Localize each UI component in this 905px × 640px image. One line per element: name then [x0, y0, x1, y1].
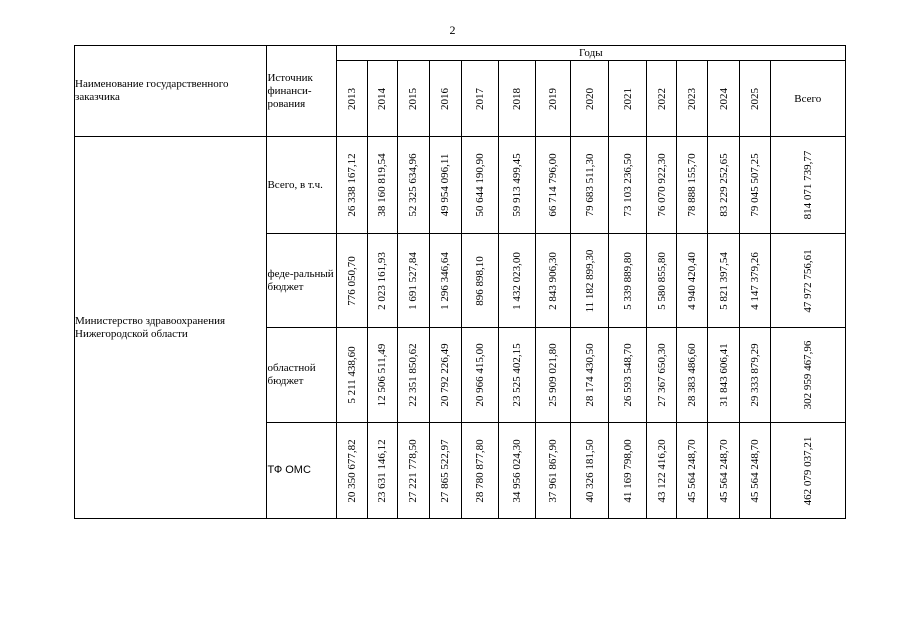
header-years-group: Годы — [336, 46, 845, 61]
header-year-label: 2022 — [655, 87, 668, 110]
header-year — [677, 61, 708, 137]
value-cell — [739, 328, 770, 423]
value-cell — [536, 423, 571, 519]
value-text: 12 506 511,49 — [376, 343, 389, 407]
value-text: 2 023 161,93 — [376, 251, 389, 310]
total-cell — [770, 234, 845, 328]
value-text: 73 103 236,50 — [621, 153, 634, 217]
header-year-label: 2013 — [345, 87, 358, 110]
value-cell — [609, 234, 647, 328]
header-year-label: 2023 — [686, 87, 699, 110]
value-cell — [609, 328, 647, 423]
value-cell — [367, 328, 397, 423]
value-cell — [367, 423, 397, 519]
value-text: 26 338 167,12 — [345, 153, 358, 217]
value-text: 34 956 024,30 — [511, 438, 524, 503]
value-cell — [647, 328, 677, 423]
value-cell — [499, 234, 536, 328]
value-text: 1 432 023,00 — [511, 251, 524, 310]
total-cell — [770, 137, 845, 234]
value-cell — [429, 137, 461, 234]
customer-name: Министерство здравоохранения Нижегородской области — [75, 137, 267, 519]
value-cell — [647, 234, 677, 328]
value-cell — [336, 328, 367, 423]
value-text: 4 147 379,26 — [748, 251, 761, 310]
value-text: 1 296 346,64 — [439, 251, 452, 310]
funding-source: Всего, в т.ч. — [267, 137, 336, 234]
total-text: 47 972 756,61 — [801, 248, 814, 313]
header-year — [708, 61, 739, 137]
value-cell — [429, 234, 461, 328]
value-cell — [461, 328, 498, 423]
value-text: 896 898,10 — [473, 255, 486, 306]
value-cell — [397, 423, 429, 519]
header-total: Всего — [770, 61, 845, 137]
value-text: 76 070 922,30 — [655, 153, 668, 217]
value-text: 79 683 511,30 — [583, 153, 596, 217]
value-cell — [461, 423, 498, 519]
value-cell — [708, 137, 739, 234]
value-cell — [739, 423, 770, 519]
value-cell — [367, 234, 397, 328]
value-cell — [708, 234, 739, 328]
value-text: 45 564 248,70 — [686, 438, 699, 503]
value-cell — [397, 234, 429, 328]
header-year — [397, 61, 429, 137]
value-cell — [536, 234, 571, 328]
value-cell — [367, 137, 397, 234]
value-text: 38 160 819,54 — [376, 153, 389, 217]
value-text: 66 714 796,00 — [547, 153, 560, 217]
header-year — [609, 61, 647, 137]
value-cell — [708, 423, 739, 519]
value-cell — [677, 328, 708, 423]
value-text: 52 325 634,96 — [407, 153, 420, 217]
value-text: 5 339 889,80 — [621, 251, 634, 310]
value-cell — [571, 137, 609, 234]
value-text: 5 211 438,60 — [345, 346, 358, 404]
value-text: 5 821 397,54 — [717, 251, 730, 310]
header-year-label: 2020 — [583, 87, 596, 110]
value-text: 37 961 867,90 — [547, 438, 560, 503]
value-cell — [499, 423, 536, 519]
value-text: 28 383 486,60 — [686, 343, 699, 407]
value-text: 27 221 778,50 — [407, 438, 420, 503]
value-text: 2 843 906,30 — [547, 251, 560, 310]
total-cell — [770, 423, 845, 519]
value-text: 41 169 798,00 — [621, 438, 634, 503]
value-text: 20 350 677,82 — [345, 438, 358, 503]
value-text: 29 333 879,29 — [748, 343, 761, 407]
total-text: 302 959 467,96 — [801, 340, 814, 410]
value-text: 28 174 430,50 — [583, 343, 596, 407]
header-source: Источник финанси-рования — [267, 46, 336, 137]
value-cell — [647, 137, 677, 234]
table-row — [75, 137, 846, 234]
header-year-label: 2019 — [547, 87, 560, 110]
value-text: 23 525 402,15 — [511, 343, 524, 407]
value-text: 79 045 507,25 — [748, 153, 761, 217]
funding-source: областной бюджет — [267, 328, 336, 423]
header-year — [739, 61, 770, 137]
value-text: 22 351 850,62 — [407, 343, 420, 407]
value-text: 27 865 522,97 — [439, 438, 452, 503]
value-text: 78 888 155,70 — [686, 153, 699, 217]
value-cell — [397, 328, 429, 423]
value-text: 28 780 877,80 — [473, 438, 486, 503]
value-text: 25 909 021,80 — [547, 343, 560, 407]
value-cell — [647, 423, 677, 519]
value-text: 776 050,70 — [345, 255, 358, 306]
header-year-label: 2014 — [376, 87, 389, 110]
header-year-label: 2024 — [717, 87, 730, 110]
funding-table — [74, 45, 846, 519]
header-year-label: 2017 — [473, 87, 486, 110]
value-cell — [708, 328, 739, 423]
value-text: 83 229 252,65 — [717, 153, 730, 217]
value-cell — [461, 234, 498, 328]
value-cell — [336, 137, 367, 234]
header-year-label: 2018 — [511, 87, 524, 110]
value-cell — [739, 234, 770, 328]
header-customer: Наименование государственного заказчика — [75, 46, 267, 137]
value-cell — [609, 423, 647, 519]
header-year — [571, 61, 609, 137]
header-year — [429, 61, 461, 137]
value-cell — [571, 234, 609, 328]
value-cell — [677, 423, 708, 519]
value-cell — [536, 328, 571, 423]
value-text: 49 954 096,11 — [439, 153, 452, 217]
value-cell — [336, 234, 367, 328]
value-text: 27 367 650,30 — [655, 343, 668, 407]
value-cell — [571, 328, 609, 423]
header-year — [647, 61, 677, 137]
value-text: 40 326 181,50 — [583, 438, 596, 503]
value-cell — [536, 137, 571, 234]
value-cell — [499, 137, 536, 234]
value-cell — [397, 137, 429, 234]
header-year — [499, 61, 536, 137]
header-year — [536, 61, 571, 137]
value-text: 31 843 606,41 — [717, 343, 730, 407]
value-cell — [336, 423, 367, 519]
value-text: 50 644 190,90 — [473, 153, 486, 217]
value-cell — [739, 137, 770, 234]
header-year — [367, 61, 397, 137]
value-cell — [609, 137, 647, 234]
value-cell — [499, 328, 536, 423]
value-cell — [429, 328, 461, 423]
value-cell — [677, 234, 708, 328]
header-year-label: 2025 — [748, 87, 761, 110]
value-text: 59 913 499,45 — [511, 153, 524, 217]
funding-source: феде-ральный бюджет — [267, 234, 336, 328]
value-text: 43 122 416,20 — [655, 438, 668, 503]
value-text: 11 182 899,30 — [583, 249, 596, 312]
total-text: 814 071 739,77 — [801, 150, 814, 220]
value-text: 23 631 146,12 — [376, 438, 389, 503]
value-text: 20 792 226,49 — [439, 343, 452, 407]
header-year-label: 2016 — [439, 87, 452, 110]
header-year-label: 2015 — [407, 87, 420, 110]
total-text: 462 079 037,21 — [801, 436, 814, 505]
value-text: 45 564 248,70 — [748, 438, 761, 503]
funding-source: ТФ ОМС — [267, 423, 336, 519]
total-cell — [770, 328, 845, 423]
header-year — [461, 61, 498, 137]
value-cell — [571, 423, 609, 519]
value-text: 5 580 855,80 — [655, 251, 668, 310]
header-year-label: 2021 — [621, 87, 634, 110]
value-cell — [429, 423, 461, 519]
page-number: 2 — [449, 23, 456, 37]
header-year — [336, 61, 367, 137]
value-text: 4 940 420,40 — [686, 251, 699, 310]
value-cell — [677, 137, 708, 234]
value-text: 26 593 548,70 — [621, 343, 634, 407]
value-cell — [461, 137, 498, 234]
value-text: 1 691 527,84 — [407, 251, 420, 310]
value-text: 45 564 248,70 — [717, 438, 730, 503]
value-text: 20 966 415,00 — [473, 343, 486, 407]
